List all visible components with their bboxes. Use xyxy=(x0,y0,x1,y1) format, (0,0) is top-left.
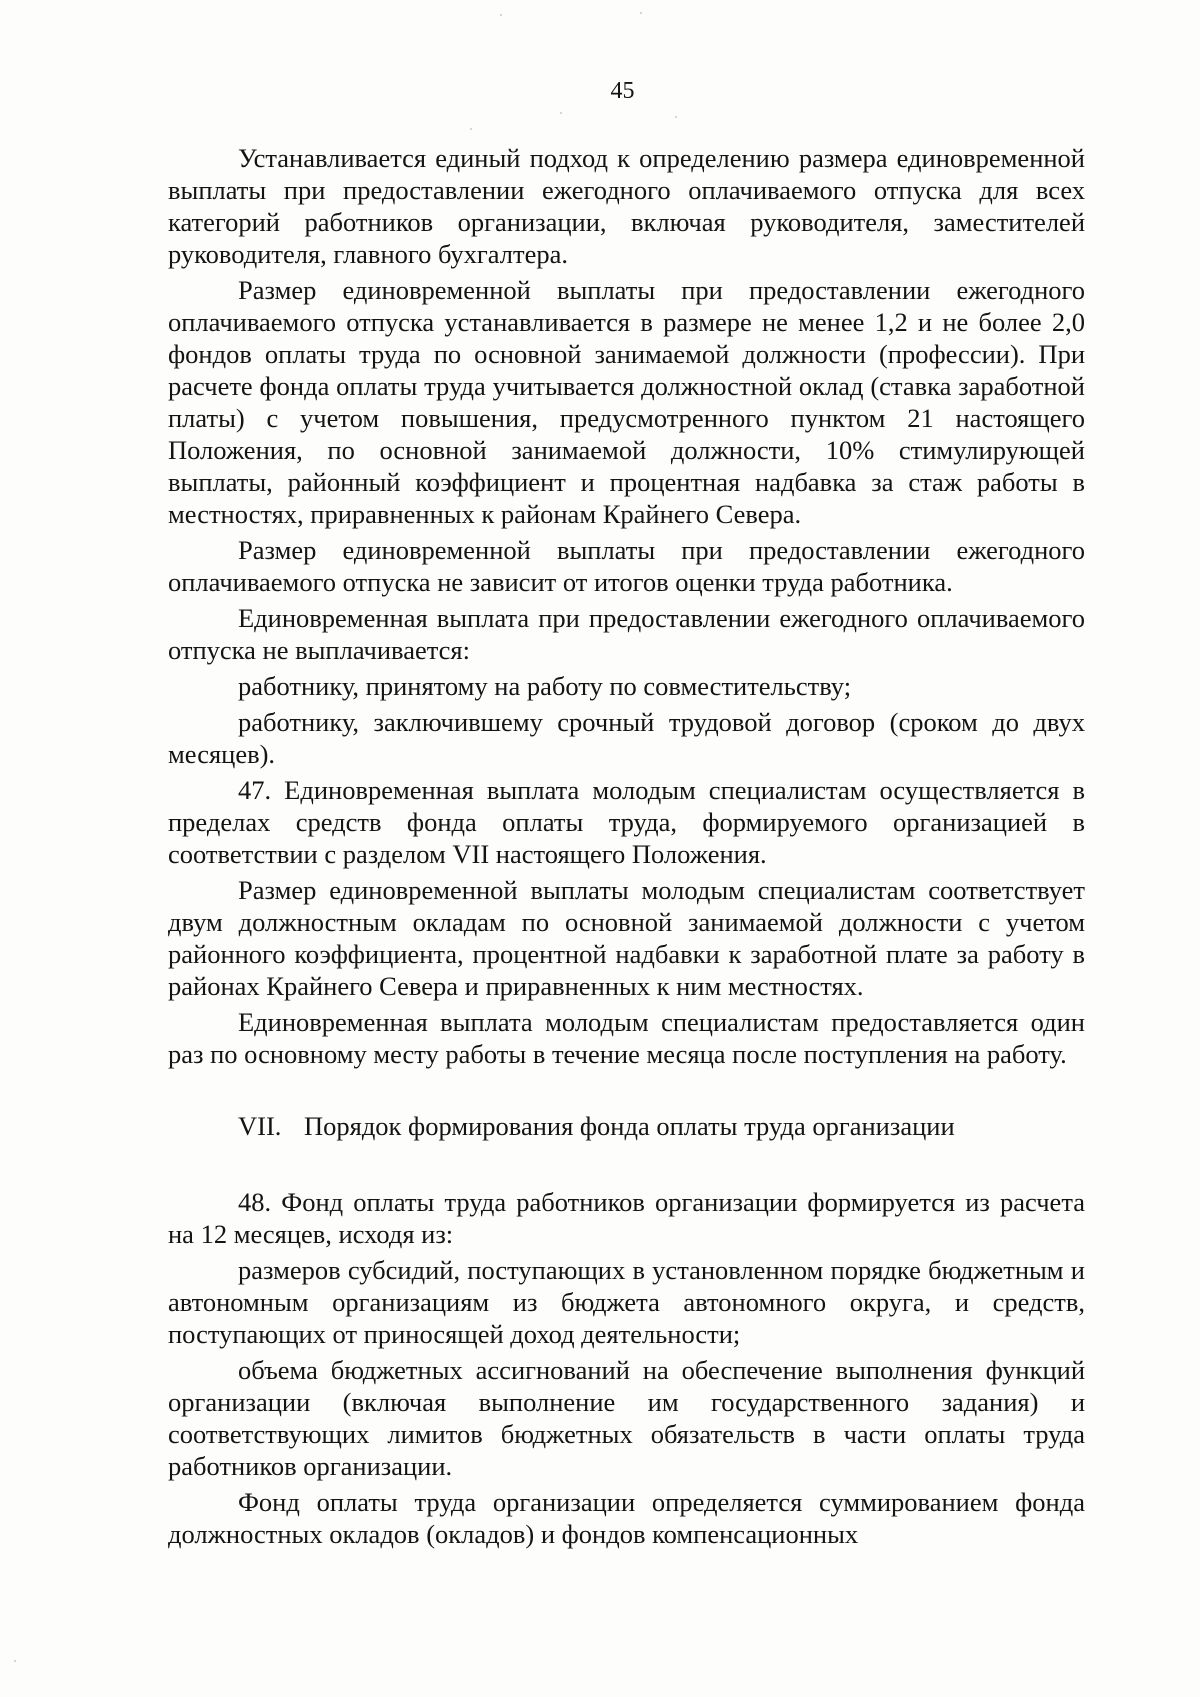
scan-speck xyxy=(14,1660,16,1662)
paragraph: объема бюджетных ассигнований на обеспечение выполнения функций организации (включая выполнение им государственного задания) и соответствующих лимитов бюджетных обязательств в части оплаты труда работников организации. xyxy=(168,1355,1085,1481)
paragraph-item-48: 48. Фонд оплаты труда работников организации формируется из расчета на 12 месяцев, исходя из: xyxy=(168,1187,1085,1249)
document-body xyxy=(168,142,1085,1550)
paragraph: Единовременная выплата молодым специалистам предоставляется один раз по основному месту работы в течение месяца после поступления на работу. xyxy=(168,1007,1085,1069)
paragraph: Размер единовременной выплаты при предоставлении ежегодного оплачиваемого отпуска устанавливается в размере не менее 1,2 и не более 2,0 фондов оплаты труда по основной занимаемой должности (профессии). При расчете фонда оплаты труда учитывается должностной оклад (ставка заработной платы) с учетом повышения, предусмотренного пунктом 21 настоящего Положения, по основной занимаемой должности, 10% стимулирующей выплаты, районный коэффициент и процентная надбавка за стаж работы в местностях, приравненных к районам Крайнего Севера. xyxy=(168,275,1085,529)
paragraph: Единовременная выплата при предоставлении ежегодного оплачиваемого отпуска не выплачивается: xyxy=(168,603,1085,665)
paragraph: Фонд оплаты труда организации определяется суммированием фонда должностных окладов (окладов) и фондов компенсационных xyxy=(168,1487,1085,1549)
scan-speck xyxy=(640,12,642,14)
scan-speck xyxy=(470,128,472,130)
paragraph: Устанавливается единый подход к определению размера единовременной выплаты при предоставлении ежегодного оплачиваемого отпуска для всех категорий работников организации, включая руководителя, заместителей руководителя, главного бухгалтера. xyxy=(168,143,1085,269)
page-number: 45 xyxy=(610,78,635,104)
paragraph: работнику, принятому на работу по совместительству; xyxy=(238,671,852,701)
paragraph: Размер единовременной выплаты молодым специалистам соответствует двум должностным окладам по основной занимаемой должности с учетом районного коэффициента, процентной надбавки к заработной плате за работу в районах Крайнего Севера и приравненных к ним местностях. xyxy=(168,875,1085,1001)
section-number: VII. xyxy=(238,1111,282,1141)
paragraph: размеров субсидий, поступающих в установленном порядке бюджетным и автономным организациям из бюджета автономного округа, и средств, поступающих от приносящей доход деятельности; xyxy=(168,1255,1085,1349)
scan-speck xyxy=(675,116,677,118)
scan-speck xyxy=(500,14,502,16)
scan-speck xyxy=(560,112,562,114)
section-title: Порядок формирования фонда оплаты труда организации xyxy=(304,1111,955,1141)
paragraph-item-47: 47. Единовременная выплата молодым специалистам осуществляется в пределах средств фонда оплаты труда, формируемого организацией в соответствии с разделом VII настоящего Положения. xyxy=(168,775,1085,869)
section-heading xyxy=(168,1110,1085,1142)
paragraph: Размер единовременной выплаты при предоставлении ежегодного оплачиваемого отпуска не зависит от итогов оценки труда работника. xyxy=(168,535,1085,597)
paragraph: работнику, заключившему срочный трудовой договор (сроком до двух месяцев). xyxy=(168,707,1085,769)
